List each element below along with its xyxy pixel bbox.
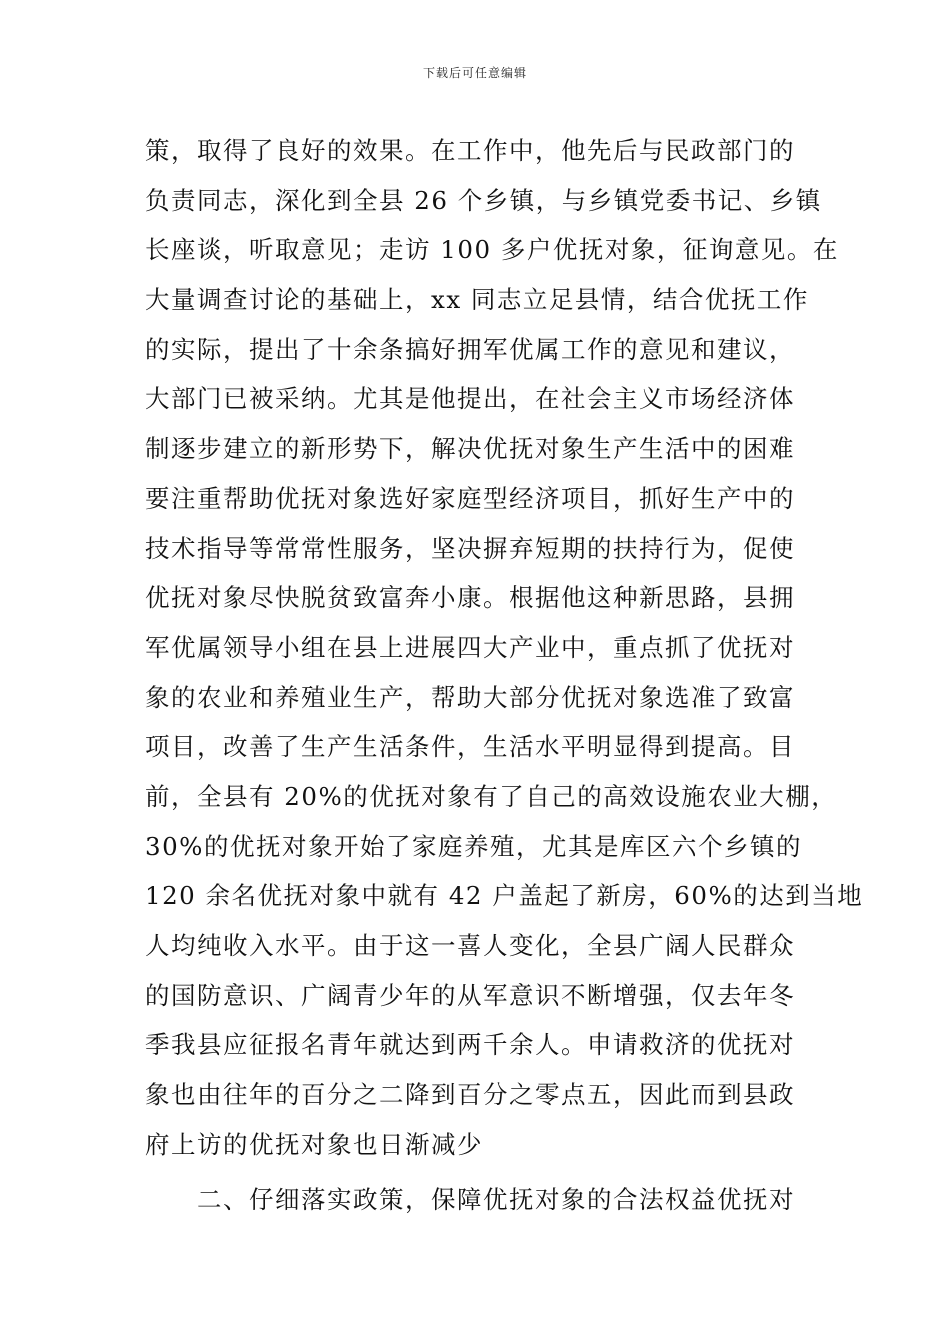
text-line: 象的农业和养殖业生产，帮助大部分优抚对象选准了致富 (145, 682, 795, 712)
document-body (145, 126, 864, 1225)
page-header-note: 下载后可任意编辑 (422, 66, 527, 80)
text-line: 30%的优抚对象开始了家庭养殖，尤其是库区六个乡镇的 (145, 831, 802, 861)
section-heading-line: 二、仔细落实政策，保障优抚对象的合法权益优抚对 (197, 1185, 795, 1215)
text-line: 人均纯收入水平。由于这一喜人变化，全县广阔人民群众 (145, 931, 795, 960)
text-line: 负责同志，深化到全县 26 个乡镇，与乡镇党委书记、乡镇 (145, 185, 822, 215)
text-line: 120 余名优抚对象中就有 42 户盖起了新房，60%的达到当地 (145, 881, 864, 911)
text-line: 大部门已被采纳。尤其是他提出，在社会主义市场经济体 (145, 384, 795, 414)
paragraph-2 (145, 1175, 825, 1225)
text-line: 的国防意识、广阔青少年的从军意识不断增强，仅去年冬 (145, 980, 795, 1010)
text-line: 项目，改善了生产生活条件，生活水平明显得到提高。目 (145, 732, 795, 762)
paragraph-1 (145, 126, 864, 1169)
text-line: 技术指导等常常性服务，坚决摒弃短期的扶持行为，促使 (145, 533, 795, 563)
text-line: 府上访的优抚对象也日渐减少 (145, 1129, 483, 1159)
text-line: 优抚对象尽快脱贫致富奔小康。根据他这种新思路，县拥 (145, 583, 795, 613)
text-line: 策，取得了良好的效果。在工作中，他先后与民政部门的 (145, 136, 795, 165)
text-line: 长座谈，听取意见；走访 100 多户优抚对象，征询意见。在 (145, 235, 839, 265)
text-line: 要注重帮助优抚对象选好家庭型经济项目，抓好生产中的 (145, 483, 795, 513)
text-line: 季我县应征报名青年就达到两千余人。申请救济的优抚对 (145, 1030, 795, 1060)
text-line: 大量调查讨论的基础上，xx 同志立足县情，结合优抚工作 (145, 285, 809, 315)
text-line: 制逐步建立的新形势下，解决优抚对象生产生活中的困难 (145, 434, 795, 464)
text-line: 军优属领导小组在县上进展四大产业中，重点抓了优抚对 (145, 632, 795, 662)
text-line: 象也由往年的百分之二降到百分之零点五，因此而到县政 (145, 1080, 795, 1110)
text-line: 前，全县有 20%的优抚对象有了自己的高效设施农业大棚， (145, 781, 838, 811)
text-line: 的实际，提出了十余条搞好拥军优属工作的意见和建议， (145, 334, 795, 364)
